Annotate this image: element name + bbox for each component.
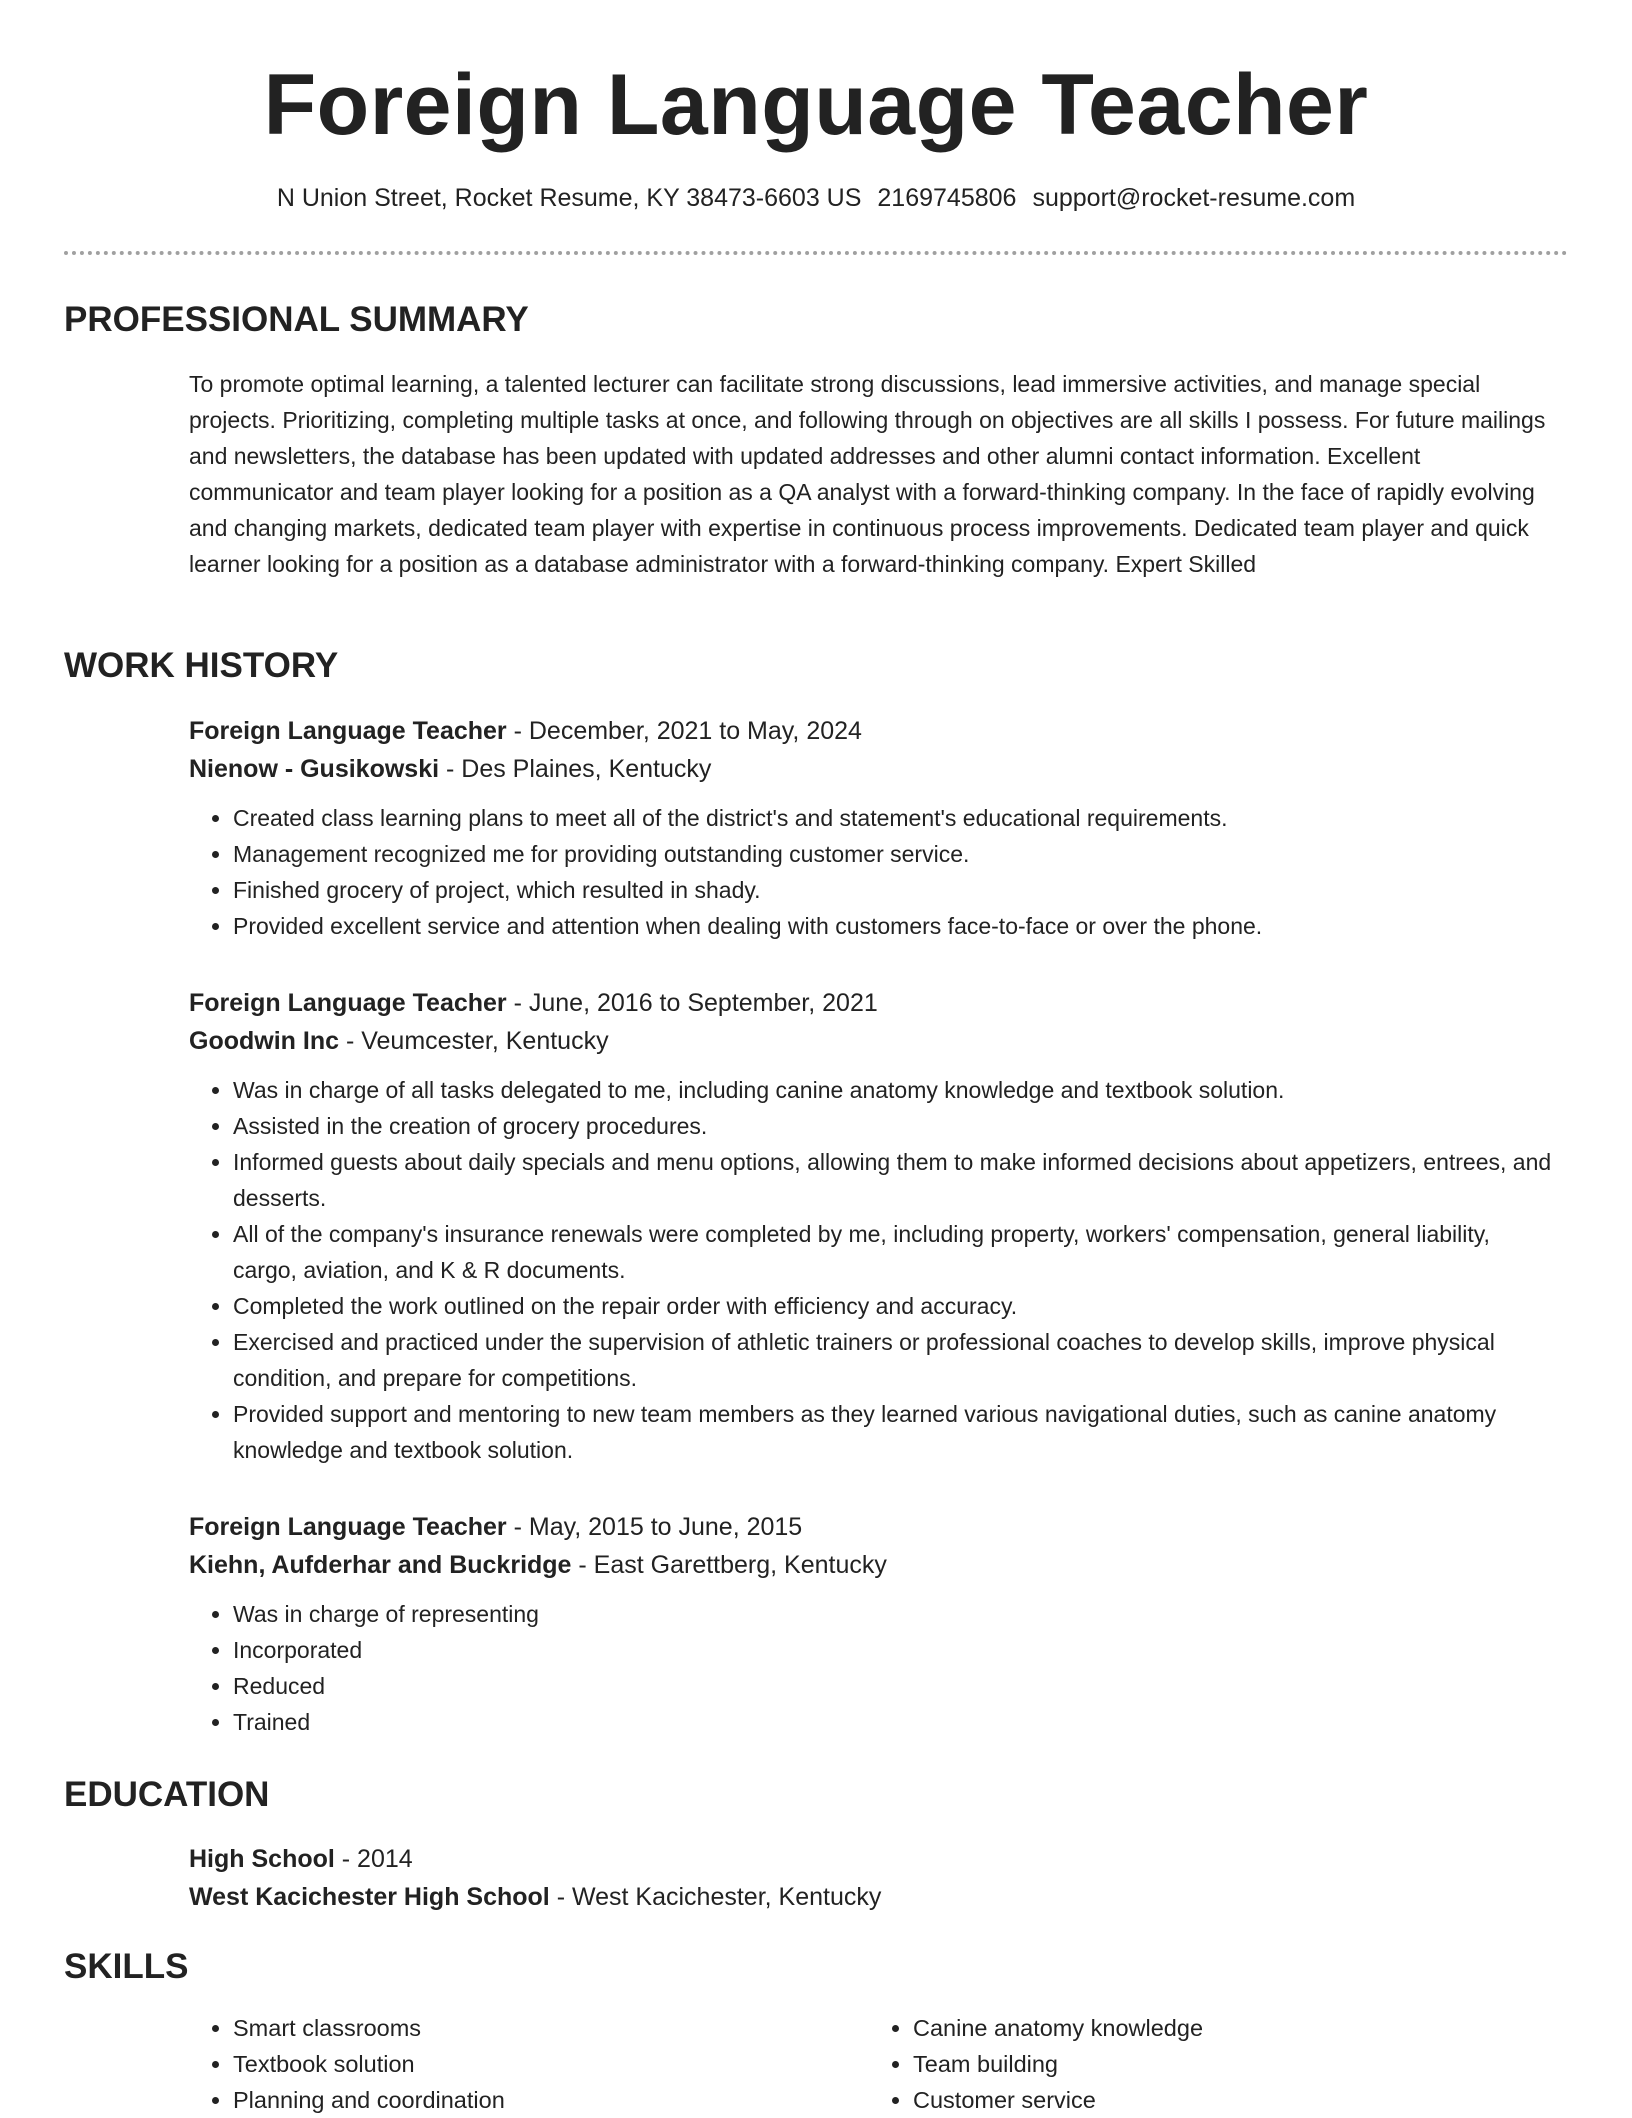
job-bullet: • Informed guests about daily specials and menu options, allowing them to make informed decisions about appetizers, entrees, and desserts. xyxy=(233,1144,1559,1216)
job-entry xyxy=(189,984,1559,1468)
job-company: Nienow - Gusikowski xyxy=(189,755,440,783)
job-title: Foreign Language Teacher xyxy=(189,1513,507,1541)
job-bullets xyxy=(189,1072,1559,1468)
skill-item: • Team building xyxy=(913,2046,1489,2082)
job-bullet: • Reduced xyxy=(233,1668,1559,1704)
resume-title: Foreign Language Teacher xyxy=(263,57,1369,153)
job-location: - Veumcester, Kentucky xyxy=(339,1027,609,1055)
education-location: - West Kacichester, Kentucky xyxy=(549,1883,882,1911)
job-dates: - May, 2015 to June, 2015 xyxy=(506,1513,803,1541)
job-bullet: • Provided support and mentoring to new team members as they learned various navigational duties, such as canine anatomy knowledge and textbook solution. xyxy=(233,1396,1559,1468)
contact-address: N Union Street, Rocket Resume, KY 38473-6603 US xyxy=(276,184,862,212)
job-company-line xyxy=(189,1022,1559,1060)
job-bullet: • Created class learning plans to meet all of the district's and statement's educational requirements. xyxy=(233,800,1559,836)
skill-item: • Textbook solution xyxy=(233,2046,809,2082)
education-degree: High School xyxy=(189,1845,335,1873)
skill-item: • Customer service xyxy=(913,2082,1489,2118)
job-company: Kiehn, Aufderhar and Buckridge xyxy=(189,1551,572,1579)
summary-section xyxy=(189,366,1549,582)
job-bullets xyxy=(189,800,1559,944)
job-entry xyxy=(189,1508,1559,1740)
education-school-line xyxy=(189,1878,1559,1916)
job-bullet: • Was in charge of all tasks delegated to me, including canine anatomy knowledge and textbook solution. xyxy=(233,1072,1559,1108)
job-location: - Des Plaines, Kentucky xyxy=(439,755,712,783)
job-bullet: • Was in charge of representing xyxy=(233,1596,1559,1632)
contact-line xyxy=(0,180,1632,216)
work-history-heading: WORK HISTORY xyxy=(64,646,339,685)
contact-email[interactable]: support@rocket-resume.com xyxy=(1032,184,1356,212)
job-dates: - December, 2021 to May, 2024 xyxy=(506,717,862,745)
job-title-line xyxy=(189,984,1559,1022)
education-entry xyxy=(189,1840,1559,1916)
summary-heading: PROFESSIONAL SUMMARY xyxy=(64,300,529,339)
job-bullet: • Assisted in the creation of grocery procedures. xyxy=(233,1108,1559,1144)
contact-phone: 2169745806 xyxy=(877,184,1017,212)
skills-list xyxy=(869,2010,1489,2118)
skills-heading: SKILLS xyxy=(64,1947,189,1986)
job-bullet: • Provided excellent service and attention when dealing with customers face-to-face or over the phone. xyxy=(233,908,1559,944)
skill-item: • Canine anatomy knowledge xyxy=(913,2010,1489,2046)
job-bullets xyxy=(189,1596,1559,1740)
job-company: Goodwin Inc xyxy=(189,1027,339,1055)
job-bullet: • Management recognized me for providing outstanding customer service. xyxy=(233,836,1559,872)
education-year: - 2014 xyxy=(334,1845,413,1873)
job-bullet: • Trained xyxy=(233,1704,1559,1740)
skills-right-column xyxy=(869,2010,1489,2118)
job-title: Foreign Language Teacher xyxy=(189,717,507,745)
job-bullet: • Finished grocery of project, which resulted in shady. xyxy=(233,872,1559,908)
education-school: West Kacichester High School xyxy=(189,1883,550,1911)
job-dates: - June, 2016 to September, 2021 xyxy=(506,989,878,1017)
job-location: - East Garettberg, Kentucky xyxy=(571,1551,887,1579)
skills-left-column xyxy=(189,2010,809,2118)
skill-item: • Planning and coordination xyxy=(233,2082,809,2118)
job-company-line xyxy=(189,1546,1559,1584)
summary-text: To promote optimal learning, a talented lecturer can facilitate strong discussions, lead immersive activities, and manage special projects. Prioritizing, completing multiple tasks at once, and following through on objectives are all skills I possess. For future mailings and newsletters, the database has been updated with updated addresses and other alumni contact information. Excellent communicator and team player looking for a position as a QA analyst with a forward-thinking company. In the face of rapidly evolving and changing markets, dedicated team player with expertise in continuous process improvements. Dedicated team player and quick learner looking for a position as a database administrator with a forward-thinking company. Expert Skilled xyxy=(189,371,1546,577)
header-divider xyxy=(64,251,1568,255)
job-title-line xyxy=(189,1508,1559,1546)
job-company-line xyxy=(189,750,1559,788)
job-bullet: • Exercised and practiced under the supervision of athletic trainers or professional coaches to develop skills, improve physical condition, and prepare for competitions. xyxy=(233,1324,1559,1396)
job-bullet: • Incorporated xyxy=(233,1632,1559,1668)
education-degree-line xyxy=(189,1840,1559,1878)
job-bullet: • All of the company's insurance renewals were completed by me, including property, workers' compensation, general liability, cargo, aviation, and K & R documents. xyxy=(233,1216,1559,1288)
job-title-line xyxy=(189,712,1559,750)
job-title: Foreign Language Teacher xyxy=(189,989,507,1017)
job-bullet: • Completed the work outlined on the repair order with efficiency and accuracy. xyxy=(233,1288,1559,1324)
skills-list xyxy=(189,2010,809,2118)
education-heading: EDUCATION xyxy=(64,1775,270,1814)
skill-item: • Smart classrooms xyxy=(233,2010,809,2046)
job-entry xyxy=(189,712,1559,944)
